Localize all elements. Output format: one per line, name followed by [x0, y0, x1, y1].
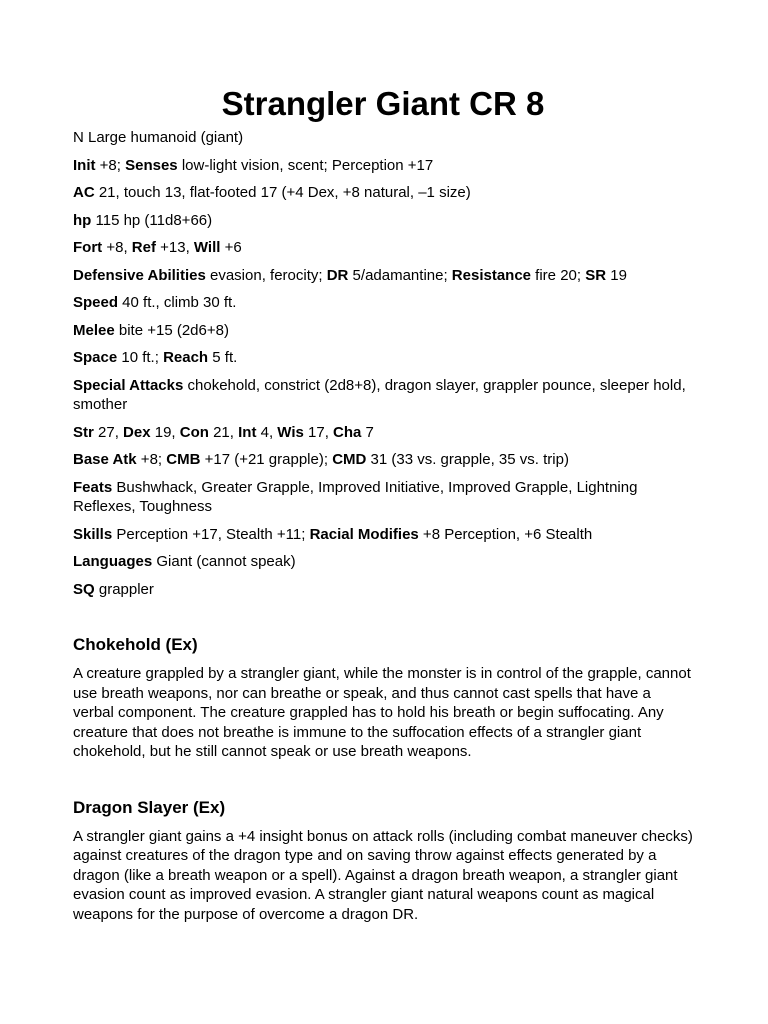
feats-line [73, 478, 693, 517]
cmb-value: +17 (+21 grapple); [200, 451, 333, 468]
languages-label: Languages [73, 553, 153, 570]
int-value: 4, [256, 423, 278, 441]
ac-value: 21, touch 13, flat-footed 17 (+4 Dex, +8 natural, –1 size) [94, 184, 471, 201]
da-label: Defensive Abilities [73, 266, 206, 284]
speed-value: 40 ft., climb 30 ft. [118, 294, 237, 311]
hp-value: 115 hp (11d8+66) [91, 211, 213, 229]
page-title: Strangler Giant CR 8 [221, 85, 545, 122]
will-label: Will [193, 239, 221, 256]
init-value: +8; [95, 156, 126, 174]
wis-label: Wis [277, 423, 304, 441]
fort-label: Fort [73, 239, 103, 256]
special-attacks-value: chokehold, constrict (2d8+8), dragon slayer, grappler pounce, sleeper hold, smother [73, 376, 686, 413]
fort-value: +8, [102, 239, 132, 256]
reach-label: Reach [163, 349, 209, 366]
dr-label: DR [326, 266, 349, 284]
space-value: 10 ft.; [117, 349, 164, 366]
section-heading-chokehold: Chokehold (Ex) [73, 635, 198, 654]
resistance-label: Resistance [451, 266, 532, 284]
skills-line [73, 525, 693, 545]
ref-label: Ref [131, 239, 156, 256]
ac-label: AC [73, 184, 95, 201]
cmd-value: 31 (33 vs. grapple, 35 vs. trip) [366, 451, 569, 468]
space-line [73, 348, 693, 368]
melee-value: bite +15 (2d6+8) [114, 321, 229, 339]
special-attacks-label: Special Attacks [73, 376, 184, 394]
feats-value: Bushwhack, Greater Grapple, Improved Initiative, Improved Grapple, Lightning Reflexes, Toughness [73, 478, 638, 515]
sq-label: SQ [73, 580, 95, 598]
skills-label: Skills [73, 525, 113, 543]
feats-label: Feats [73, 478, 113, 496]
melee-line [73, 321, 693, 341]
bab-value: +8; [136, 451, 167, 468]
dex-label: Dex [123, 423, 151, 441]
will-value: +6 [220, 239, 242, 256]
sq-line [73, 580, 693, 600]
init-line [73, 156, 693, 176]
cha-label: Cha [333, 423, 362, 441]
combat-line [73, 450, 693, 470]
languages-value: Giant (cannot speak) [152, 553, 296, 570]
cmd-label: CMD [332, 451, 367, 468]
ref-value: +13, [155, 239, 194, 256]
melee-label: Melee [73, 321, 115, 339]
ac-line [73, 183, 693, 203]
cha-value: 7 [361, 423, 374, 441]
int-label: Int [238, 423, 257, 441]
document [73, 84, 693, 924]
skills-value: Perception +17, Stealth +11; [112, 525, 310, 543]
abilities-line [73, 423, 693, 443]
defense-line [73, 266, 693, 286]
da-value: evasion, ferocity; [205, 266, 327, 284]
section-heading-dragon-slayer: Dragon Slayer (Ex) [73, 797, 226, 817]
sr-value: 19 [606, 266, 627, 284]
racial-modifiers-value: +8 Perception, +6 Stealth [418, 525, 593, 543]
sr-label: SR [585, 266, 607, 284]
saves-line [73, 238, 693, 258]
section-body-chokehold: A creature grappled by a strangler giant, while the monster is in control of the grapple, cannot use breath weapons, nor can breathe or speak, and thus cannot cast spells that have a verbal component. The creature grappled has to hold his breath or begin suffocating. Any creature that does not breathe is immune to the suffocation effects of a strangler giant chokehold, but he still cannot speak or use breath weapons. [73, 665, 691, 760]
space-label: Space [73, 349, 118, 366]
sq-value: grappler [94, 580, 154, 598]
dex-value: 19, [150, 423, 180, 441]
racial-modifiers-label: Racial Modifies [309, 525, 419, 543]
hp-label: hp [73, 211, 92, 229]
languages-line [73, 552, 693, 572]
senses-label: Senses [125, 156, 178, 174]
senses-value: low-light vision, scent; Perception +17 [177, 156, 434, 174]
init-label: Init [73, 156, 96, 174]
dr-value: 5/adamantine; [348, 266, 452, 284]
str-value: 27, [93, 423, 124, 441]
special-attacks-line [73, 376, 693, 415]
cmb-label: CMB [166, 451, 201, 468]
con-value: 21, [208, 423, 239, 441]
con-label: Con [179, 423, 209, 441]
wis-value: 17, [303, 423, 334, 441]
reach-value: 5 ft. [208, 349, 238, 366]
resistance-value: fire 20; [531, 266, 586, 284]
hp-line [73, 211, 693, 231]
str-label: Str [73, 423, 94, 441]
speed-label: Speed [73, 294, 119, 311]
speed-line [73, 293, 693, 313]
type-line: N Large humanoid (giant) [73, 129, 244, 146]
section-body-dragon-slayer: A strangler giant gains a +4 insight bonus on attack rolls (including combat maneuver checks) against creatures of the dragon type and on saving throw against effects generated by a dragon (like a breath weapon or a spell). Against a dragon breath weapon, a strangler giant evasion count as improved evasion. A strangler giant natural weapons count as magical weapons for the purpose of overcome a dragon DR. [73, 827, 693, 923]
bab-label: Base Atk [73, 451, 137, 468]
